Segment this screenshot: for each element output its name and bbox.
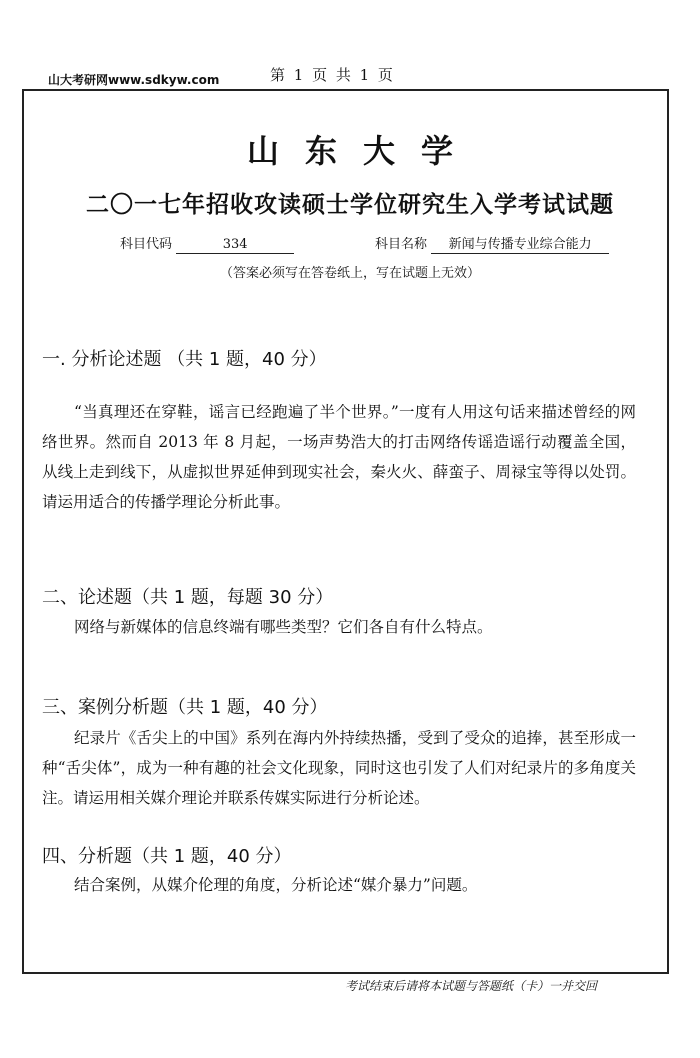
answer-notice: （答案必须写在答卷纸上，写在试题上无效） — [219, 266, 480, 281]
section-2-body: 网络与新媒体的信息终端有哪些类型？它们各自有什么特点。 — [74, 618, 493, 636]
watermark: 山大考研网www.sdkyw.com — [48, 73, 220, 87]
section-2-heading: 二、论述题（共 1 题，每题 30 分） — [42, 587, 334, 608]
exam-title: 二〇一七年招收攻读硕士学位研究生入学考试试题 — [86, 191, 614, 218]
section-4-heading: 四、分析题（共 1 题，40 分） — [42, 846, 292, 867]
subject-name-field — [375, 233, 609, 254]
page-indicator: 第 1 页 共 1 页 — [270, 66, 395, 84]
section-4-body: 结合案例，从媒介伦理的角度，分析论述“媒介暴力”问题。 — [74, 876, 478, 894]
subject-code-value: 334 — [176, 237, 294, 254]
section-1-body: “当真理还在穿鞋，谣言已经跑遍了半个世界。”一度有人用这句话来描述曾经的网络世界。然而自 2013 年 8 月起，一场声势浩大的打击网络传谣造谣行动覆盖全国，从线上走到线下，从虚拟世界延伸到现实社会，秦火火、薛蛮子、周禄宝等得以处罚。请运用适合的传播学理论分析此事。 — [42, 403, 636, 511]
section-3-heading: 三、案例分析题（共 1 题，40 分） — [42, 697, 328, 718]
subject-code-field — [120, 233, 294, 254]
university-name: 山东大学 — [246, 132, 479, 170]
subject-code-label: 科目代码 — [120, 237, 173, 252]
section-1-heading: 一. 分析论述题 （共 1 题，40 分） — [42, 349, 327, 370]
subject-name-label: 科目名称 — [375, 237, 428, 252]
subject-name-value: 新闻与传播专业综合能力 — [431, 233, 609, 254]
section-3-body: 纪录片《舌尖上的中国》系列在海内外持续热播，受到了受众的追捧，甚至形成一种“舌尖体”，成为一种有趣的社会文化现象，同时这也引发了人们对纪录片的多角度关注。请运用相关媒介理论并联系传媒实际进行分析论述。 — [42, 729, 636, 807]
footer-note: 考试结束后请将本试题与答题纸（卡）一并交回 — [345, 979, 598, 993]
